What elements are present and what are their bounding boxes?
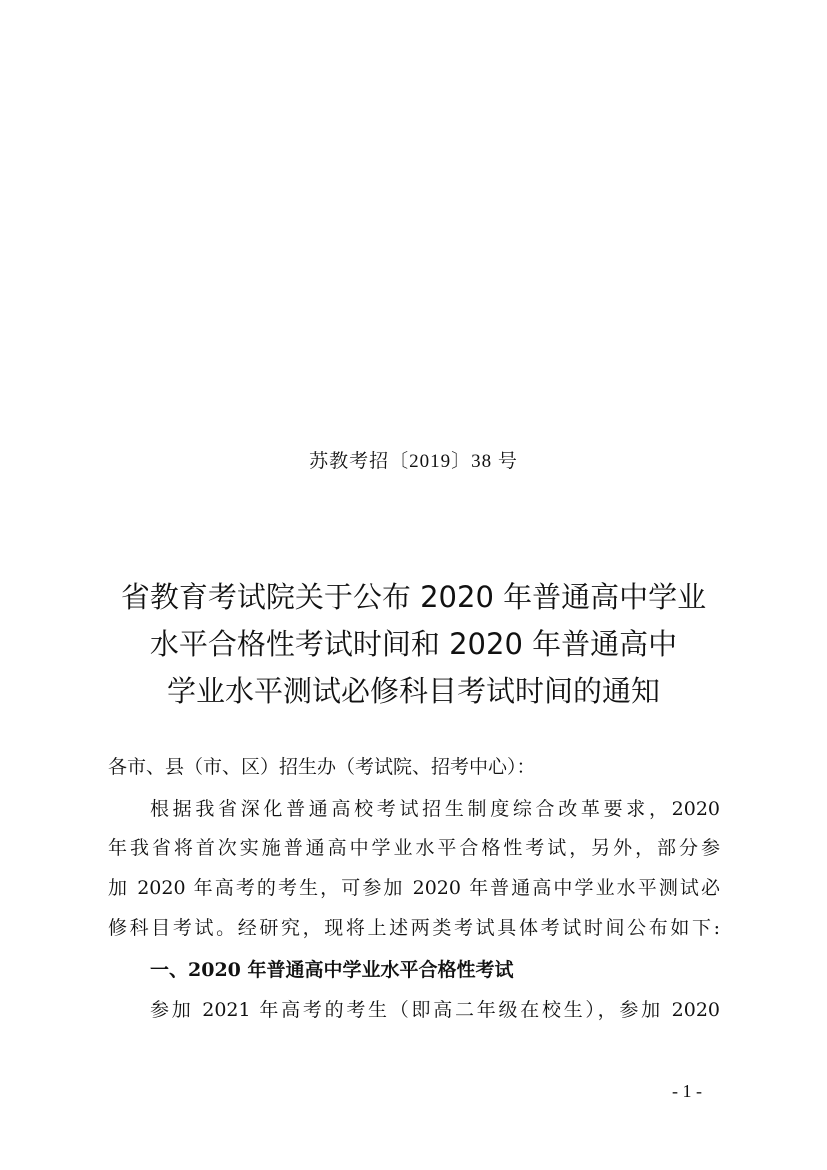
title-line: 省教育考试院关于公布 2020 年普通高中学业 (120, 580, 707, 614)
document-title (40, 574, 787, 715)
document-number: 苏教考招〔2019〕38 号 (309, 451, 518, 472)
page-number: - 1 - (672, 1081, 702, 1101)
paragraph-line: 根据我省深化普通高校考试招生制度综合改革要求，2020 (150, 798, 720, 820)
addressee-line: 各市、县（市、区）招生办（考试院、招考中心）： (108, 756, 536, 778)
paragraph-line: 修科目考试。经研究，现将上述两类考试具体考试时间公布如下: (108, 917, 720, 939)
paragraph-line: 年我省将首次实施普通高中学业水平合格性考试，另外，部分参 (108, 837, 720, 859)
title-line: 水平合格性考试时间和 2020 年普通高中 (149, 627, 678, 661)
title-line: 学业水平测试必修科目考试时间的通知 (166, 674, 660, 708)
paragraph-line: 参加 2021 年高考的考生（即高二年级在校生），参加 2020 (150, 999, 720, 1021)
paragraph-line: 加 2020 年高考的考生，可参加 2020 年普通高中学业水平测试必 (108, 877, 720, 899)
section-heading: 一、2020 年普通高中学业水平合格性考试 (150, 959, 514, 981)
